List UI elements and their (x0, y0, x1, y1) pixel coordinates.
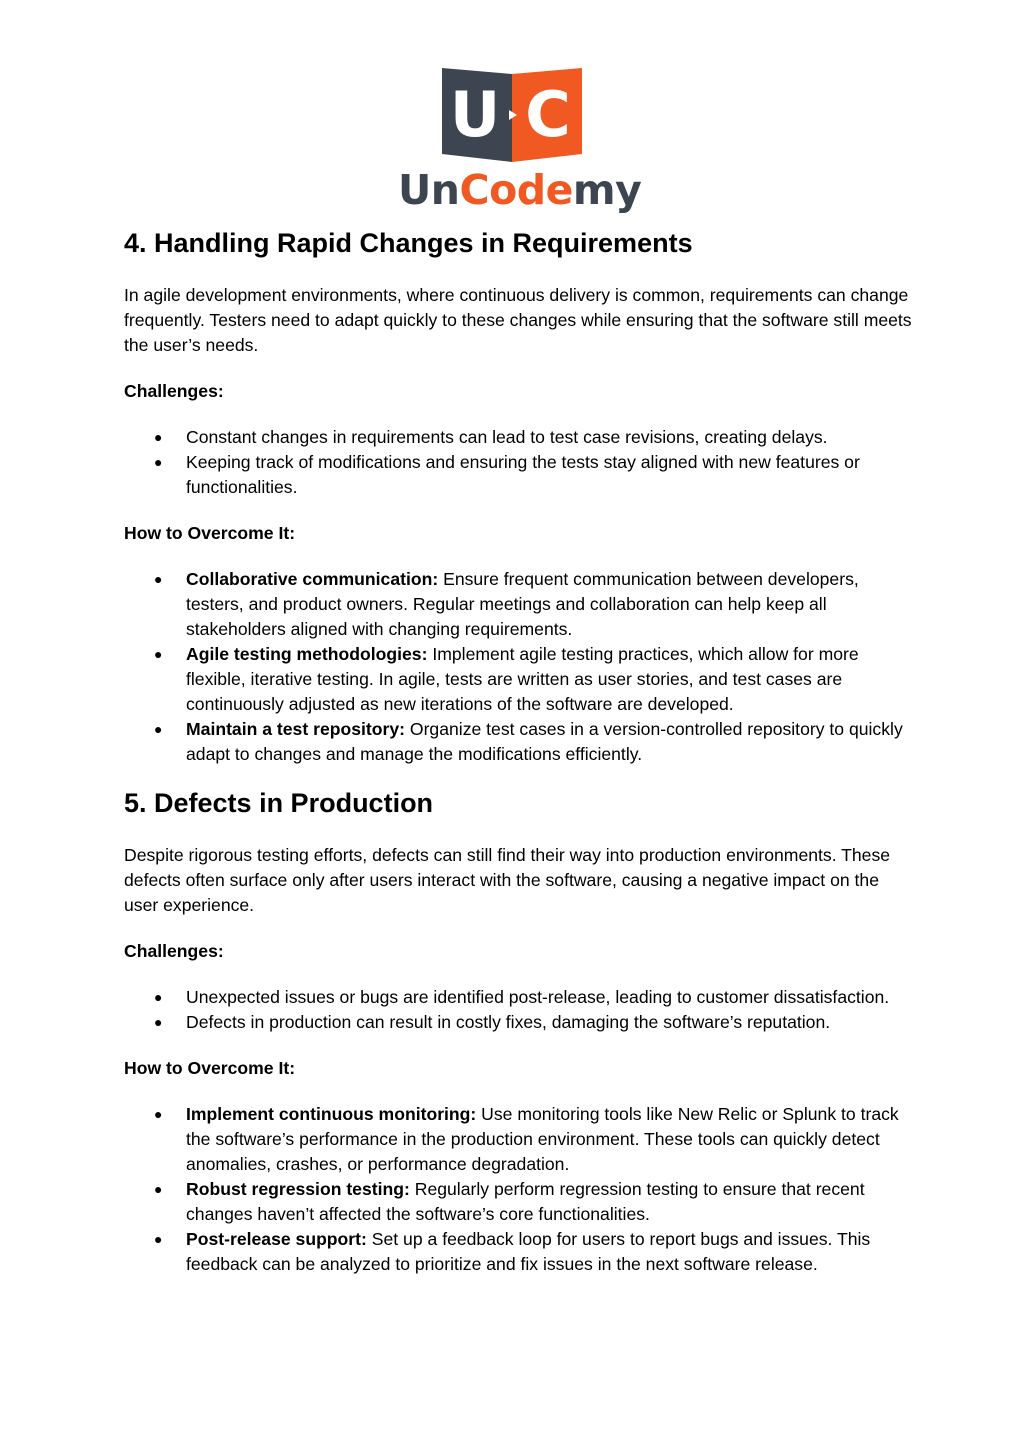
list-item: ● Defects in production can result in costly fixes, damaging the software’s reputation. (124, 1010, 914, 1035)
solution-text: Regularly perform regression testing to ensure that recent changes haven’t affected the software’s core functionalities. (186, 1179, 865, 1224)
bullet-icon: ● (154, 454, 163, 470)
list-item: ● Unexpected issues or bugs are identified post-release, leading to customer dissatisfaction. (124, 985, 914, 1010)
bullet-icon: ● (154, 721, 163, 737)
section4-intro: In agile development environments, where continuous delivery is common, requirements can change frequently. Testers need to adapt quickly to these changes while ensuring that the software still meets the user’s needs. (124, 285, 912, 355)
uncodemy-logo (398, 66, 642, 216)
section5-heading: 5. Defects in Production (124, 788, 434, 818)
list-item (124, 567, 914, 642)
logo-letter-u: U (449, 78, 501, 151)
section4-overcome-label: How to Overcome It: (124, 523, 296, 543)
solution-text: Use monitoring tools like New Relic or Splunk to track the software’s performance in the production environment. These tools can quickly detect anomalies, crashes, or performance degradation. (186, 1104, 899, 1174)
section4-solutions-list (124, 567, 914, 767)
section5-challenges-label: Challenges: (124, 941, 224, 961)
list-item (124, 1227, 914, 1277)
document-content (124, 222, 914, 1277)
bullet-icon: ● (154, 646, 163, 662)
solution-title: Post-release support: (186, 1229, 367, 1249)
bullet-icon: ● (154, 1014, 163, 1030)
uncodemy-logo-mark-icon (442, 66, 582, 162)
solution-text: Organize test cases in a version-controlled repository to quickly adapt to changes and manage the modifications efficiently. (186, 719, 903, 764)
bullet-icon: ● (154, 429, 163, 445)
bullet-icon: ● (154, 571, 163, 587)
solution-title: Implement continuous monitoring: (186, 1104, 477, 1124)
solution-title: Maintain a test repository: (186, 719, 405, 739)
bullet-icon: ● (154, 1106, 163, 1122)
bullet-icon: ● (154, 1231, 163, 1247)
section5-intro: Despite rigorous testing efforts, defects can still find their way into production environments. These defects often surface only after users interact with the software, causing a negative impact on the user experience. (124, 845, 891, 915)
logo-word-my: my (572, 166, 642, 214)
bullet-icon: ● (154, 1181, 163, 1197)
bullet-icon: ● (154, 989, 163, 1005)
logo-word-un: Un (398, 166, 460, 214)
section4-heading: 4. Handling Rapid Changes in Requirements (124, 228, 693, 258)
solution-title: Collaborative communication: (186, 569, 439, 589)
list-item: ● Constant changes in requirements can lead to test case revisions, creating delays. (124, 425, 914, 450)
list-item (124, 1177, 914, 1227)
section4-challenges-label: Challenges: (124, 381, 224, 401)
list-item (124, 717, 914, 767)
list-item: ● Keeping track of modifications and ensuring the tests stay aligned with new features or functionalities. (154, 452, 860, 497)
solution-text: Ensure frequent communication between developers, testers, and product owners. Regular meetings and collaboration can help keep all stakeholders aligned with changing requirements. (186, 569, 859, 639)
section4-challenges-list (124, 425, 914, 500)
logo-letter-c: C (525, 78, 571, 151)
solution-text: Set up a feedback loop for users to report bugs and issues. This feedback can be analyzed to prioritize and fix issues in the next software release. (186, 1229, 871, 1274)
section5-solutions-list (124, 1102, 914, 1277)
list-item (124, 1102, 914, 1177)
solution-title: Agile testing methodologies: (186, 644, 428, 664)
logo-wordmark (398, 166, 642, 214)
list-item (124, 642, 914, 717)
solution-text: Implement agile testing practices, which allow for more flexible, iterative testing. In agile, tests are written as user stories, and test cases are continuously adjusted as new iterations of the software are developed. (186, 644, 859, 714)
section5-overcome-label: How to Overcome It: (124, 1058, 296, 1078)
logo-word-code: Code (459, 166, 573, 214)
solution-title: Robust regression testing: (186, 1179, 410, 1199)
section5-challenges-list (124, 985, 914, 1035)
